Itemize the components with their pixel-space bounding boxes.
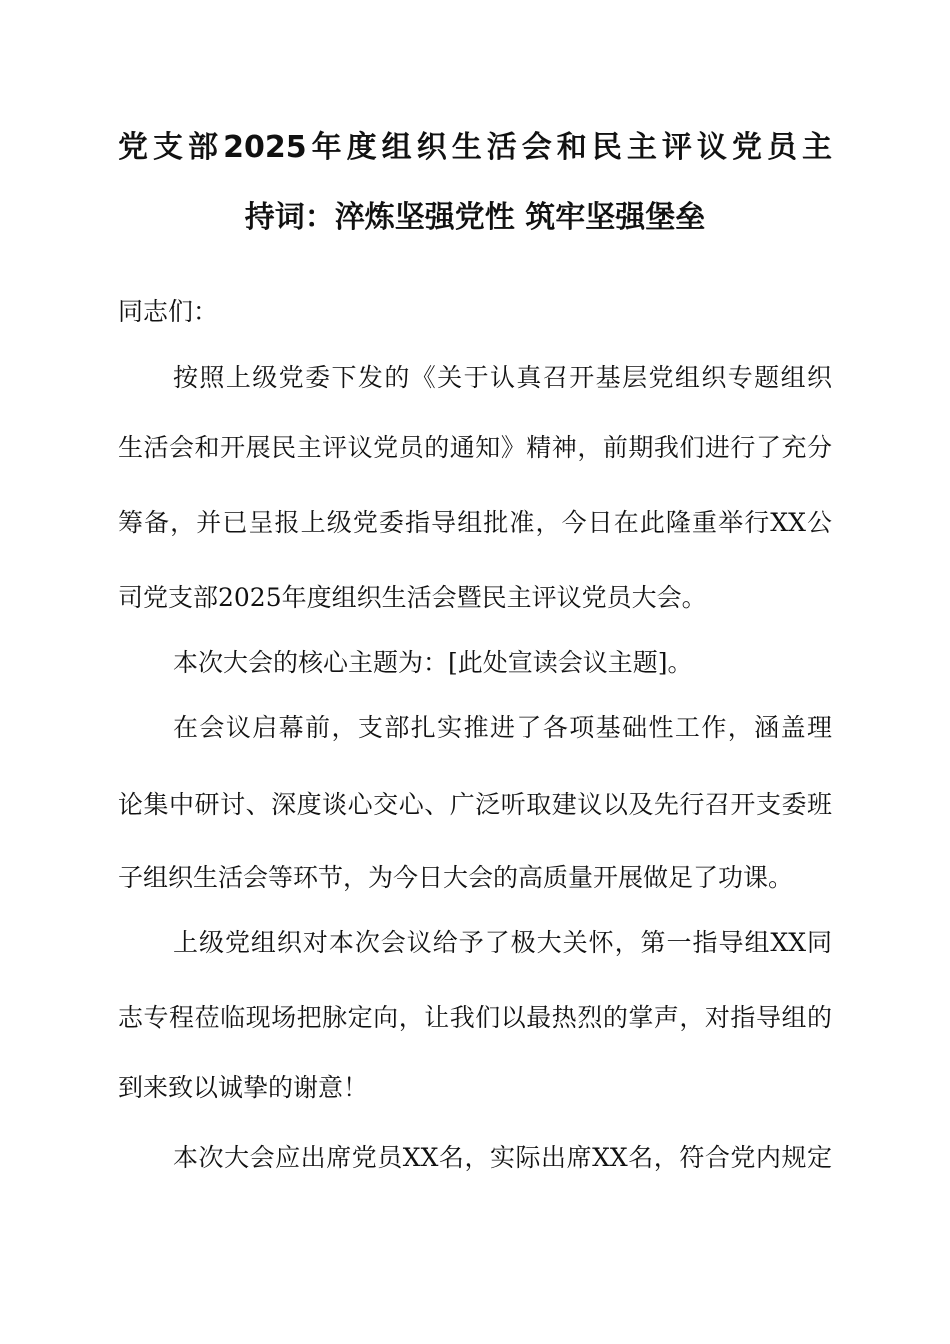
paragraph-line: 筹备，并已呈报上级党委指导组批准，今日在此隆重举行XX公 xyxy=(118,508,832,537)
paragraph-line: 本次大会的核心主题为：[此处宣读会议主题]。 xyxy=(173,648,693,677)
paragraph-line: 志专程莅临现场把脉定向，让我们以最热烈的掌声，对指导组的 xyxy=(118,1003,832,1032)
paragraph-line: 在会议启幕前，支部扎实推进了各项基础性工作，涵盖理 xyxy=(173,713,832,742)
paragraph-line: 按照上级党委下发的《关于认真召开基层党组织专题组织 xyxy=(173,363,832,392)
paragraph-line: 子组织生活会等环节，为今日大会的高质量开展做足了功课。 xyxy=(118,863,794,892)
title-line-1: 党支部2025年度组织生活会和民主评议党员主 xyxy=(118,130,832,165)
paragraph-line: 司党支部2025年度组织生活会暨民主评议党员大会。 xyxy=(118,583,707,612)
paragraph-line: 上级党组织对本次会议给予了极大关怀，第一指导组XX同 xyxy=(173,928,832,957)
paragraph-line: 生活会和开展民主评议党员的通知》精神，前期我们进行了充分 xyxy=(118,433,832,462)
salutation: 同志们： xyxy=(118,297,219,326)
title-line-2: 持词：淬炼坚强党性 筑牢坚强堡垒 xyxy=(244,200,706,235)
paragraph-line: 论集中研讨、深度谈心交心、广泛听取建议以及先行召开支委班 xyxy=(118,790,832,819)
paragraph-line: 本次大会应出席党员XX名，实际出席XX名，符合党内规定 xyxy=(173,1143,832,1172)
paragraph-line: 到来致以诚挚的谢意！ xyxy=(118,1073,369,1102)
